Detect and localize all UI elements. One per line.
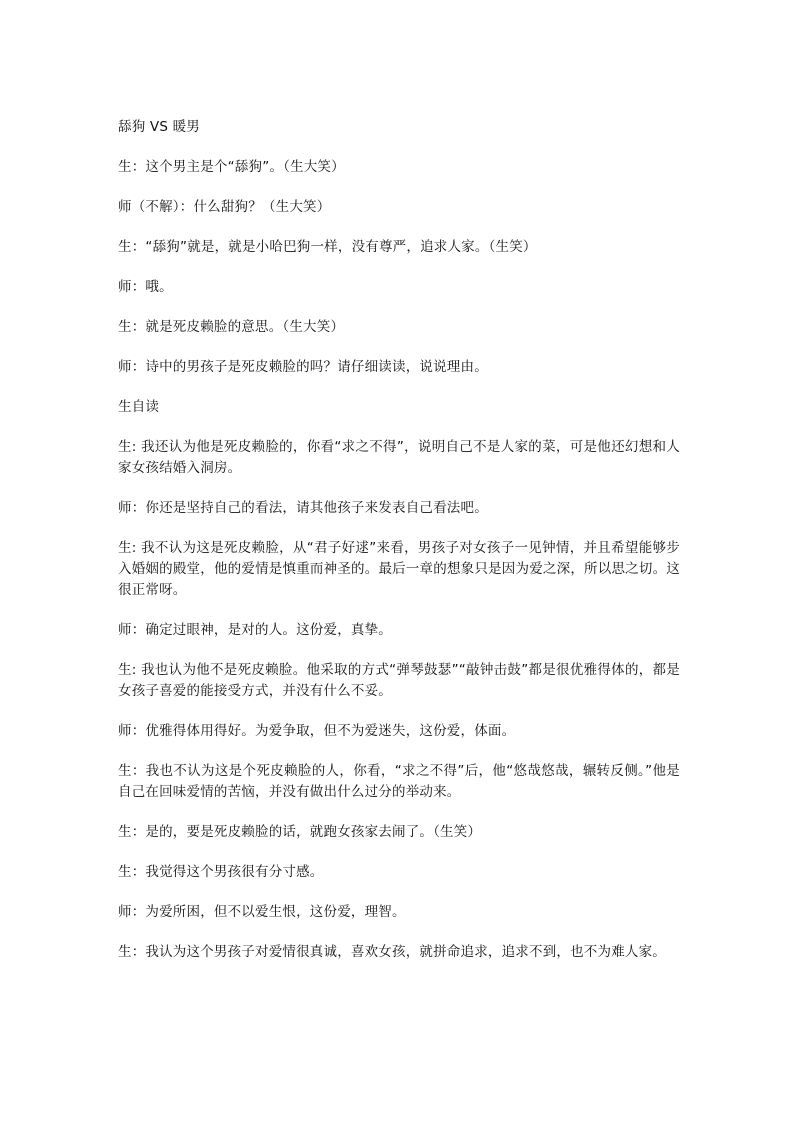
dialogue-line: 生：“舔狗”就是，就是小哈巴狗一样，没有尊严，追求人家。（生笑） [118, 239, 537, 255]
stage-direction: 生自读 [118, 399, 160, 415]
dialogue-line: 生: 我不认为这是死皮赖脸，从“君子好逑”来看，男孩子对女孩子一见钟情，并且希望能够步入婚姻的殿堂，他的爱情是慎重而神圣的。最后一章的想象只是因为爱之深，所以思之切。这很正常呀。 [118, 540, 680, 598]
document-title: 舔狗 VS 暖男 [118, 119, 200, 135]
dialogue-line: 生：我认为这个男孩子对爱情很真诚，喜欢女孩，就拼命追求，追求不到，也不为难人家。 [118, 944, 666, 960]
dialogue-line: 师：诗中的男孩子是死皮赖脸的吗？请仔细读读，说说理由。 [118, 359, 488, 375]
dialogue-line: 师：你还是坚持自己的看法，请其他孩子来发表自己看法吧。 [118, 500, 488, 516]
document-body [118, 117, 680, 982]
dialogue-line: 生: 我也认为他不是死皮赖脸。他采取的方式“弹琴鼓瑟”“敲钟击鼓”都是很优雅得体的，都是女孩子喜爱的能接受方式，并没有什么不妥。 [118, 662, 680, 699]
dialogue-line: 生：是的，要是死皮赖脸的话，就跑女孩家去闹了。（生笑） [118, 824, 482, 840]
dialogue-line: 生：就是死皮赖脸的意思。（生大笑） [118, 319, 345, 335]
dialogue-line: 生: 我还认为他是死皮赖脸的，你看“求之不得”，说明自己不是人家的菜，可是他还幻想和人家女孩结婚入洞房。 [118, 439, 680, 476]
dialogue-line: 师：优雅得体用得好。为爱争取，但不为爱迷失，这份爱，体面。 [118, 723, 516, 739]
dialogue-line: 师：确定过眼神，是对的人。这份爱，真挚。 [118, 622, 392, 638]
dialogue-line: 师（不解）：什么甜狗？（生大笑） [118, 199, 331, 215]
dialogue-line: 生：我觉得这个男孩很有分寸感。 [118, 864, 324, 880]
dialogue-line: 生：我也不认为这是个死皮赖脸的人，你看，“求之不得”后，他“悠哉悠哉，辗转反侧。”他是自己在回味爱情的苦恼，并没有做出什么过分的举动来。 [118, 763, 680, 800]
dialogue-line: 生：这个男主是个“舔狗”。（生大笑） [118, 159, 345, 175]
dialogue-line: 师：哦。 [118, 279, 173, 295]
dialogue-line: 师：为爱所困，但不以爱生恨，这份爱，理智。 [118, 904, 406, 920]
